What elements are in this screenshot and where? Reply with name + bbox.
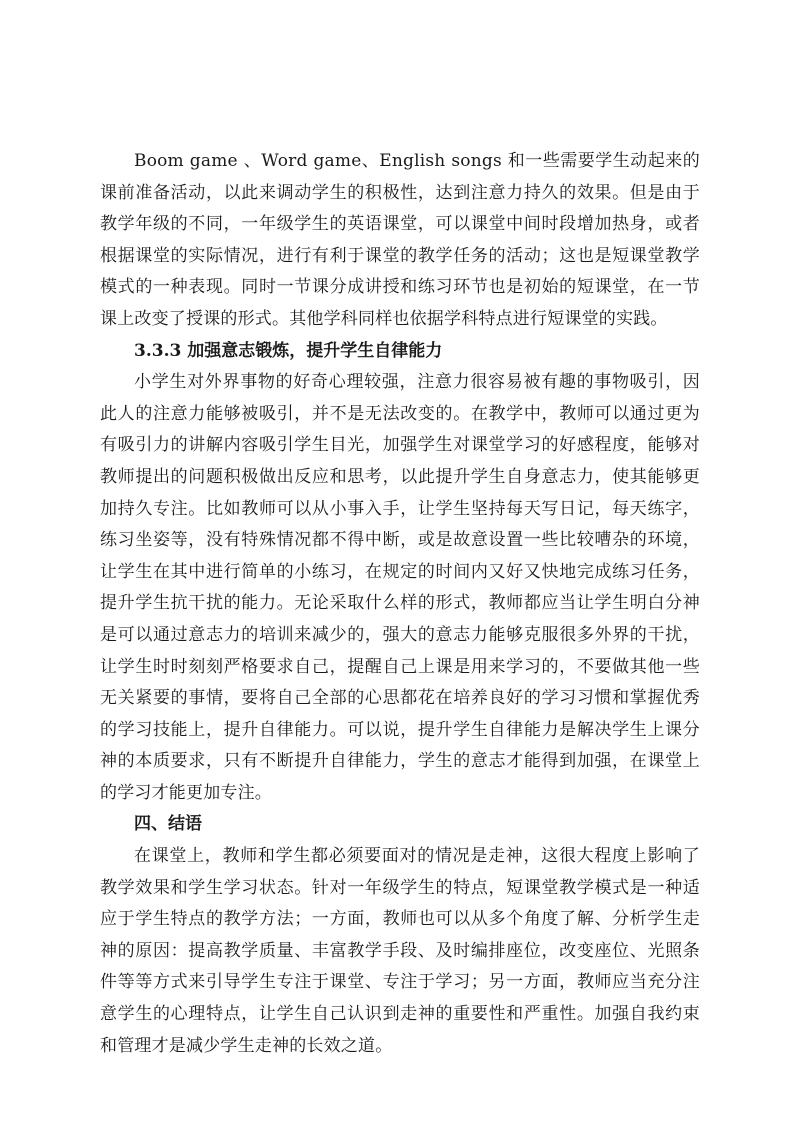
section-heading-conclusion: 四、结语 bbox=[134, 814, 202, 835]
paragraph-conclusion: 在课堂上，教师和学生都必须要面对的情况是走神，这很大程度上影响了教学效果和学生学习状态。针对一年级学生的特点，短课堂教学模式是一种适应于学生特点的教学方法；一方面，教师也可以从多个角度了解、分析学生走神的原因：提高教学质量、丰富教学手段、及时编排座位，改变座位、光照条件等等方式来引导学生专注于课堂、专注于学习；另一方面，教师应当充分注意学生的心理特点，让学生自己认识到走神的重要性和严重性。加强自我约束和管理才是减少学生走神的长效之道。 bbox=[100, 846, 700, 1056]
section-heading-3-3-3: 3.3.3 加强意志锻炼，提升学生自律能力 bbox=[134, 340, 443, 361]
document-page bbox=[100, 146, 700, 1062]
paragraph-intro-continued: Boom game 、Word game、English songs 和一些需要学生动起来的课前准备活动，以此来调动学生的积极性，达到注意力持久的效果。但是由于教学年级的不同，一年级学生的英语课堂，可以课堂中间时段增加热身，或者根据课堂的实际情况，进行有利于课堂的教学任务的活动；这也是短课堂教学模式的一种表现。同时一节课分成讲授和练习环节也是初始的短课堂，在一节课上改变了授课的形式。其他学科同样也依据学科特点进行短课堂的实践。 bbox=[100, 151, 700, 329]
paragraph-willpower: 小学生对外界事物的好奇心理较强，注意力很容易被有趣的事物吸引，因此人的注意力能够被吸引，并不是无法改变的。在教学中，教师可以通过更为有吸引力的讲解内容吸引学生目光，加强学生对课堂学习的好感程度，能够对教师提出的问题积极做出反应和思考，以此提升学生自身意志力，使其能够更加持久专注。比如教师可以从小事入手，让学生坚持每天写日记，每天练字，练习坐姿等，没有特殊情况都不得中断，或是故意设置一些比较嘈杂的环境，让学生在其中进行简单的小练习，在规定的时间内又好又快地完成练习任务，提升学生抗干扰的能力。无论采取什么样的形式，教师都应当让学生明白分神是可以通过意志力的培训来减少的，强大的意志力能够克服很多外界的干扰，让学生时时刻刻严格要求自己，提醒自己上课是用来学习的，不要做其他一些无关紧要的事情，要将自己全部的心思都花在培养良好的学习习惯和掌握优秀的学习技能上，提升自律能力。可以说，提升学生自律能力是解决学生上课分神的本质要求，只有不断提升自律能力，学生的意志才能得到加强，在课堂上的学习才能更加专注。 bbox=[100, 372, 700, 803]
